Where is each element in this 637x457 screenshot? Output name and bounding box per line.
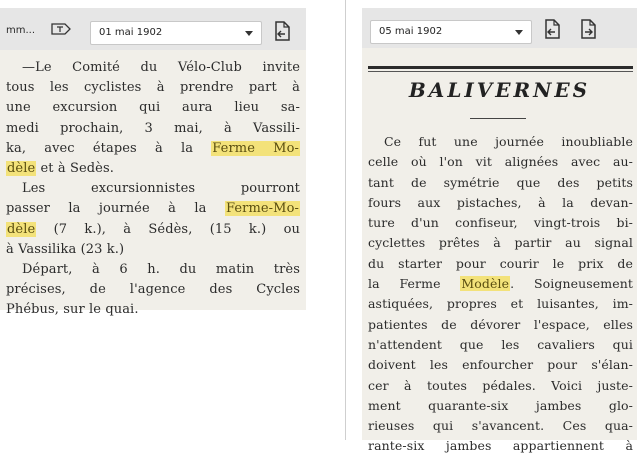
page-forward-icon[interactable] <box>578 18 598 40</box>
article-line <box>368 152 633 172</box>
article-line <box>368 274 633 294</box>
article-line <box>6 199 300 219</box>
search-highlight: Modèle <box>461 276 510 292</box>
page-back-icon[interactable] <box>542 18 562 40</box>
line-text: du starter pour courir le prix de <box>368 255 633 271</box>
date-select[interactable] <box>370 20 532 44</box>
article-line <box>6 300 300 320</box>
line-text: (7 k.), à Sédès, (15 k.) ou <box>36 221 300 237</box>
article-line <box>368 355 633 375</box>
newspaper-scan <box>0 50 306 318</box>
line-text: Phébus, sur le quai. <box>6 302 139 318</box>
article-line <box>6 280 300 300</box>
line-text: rieuses qui s'avancent. Ces qua- <box>368 418 633 434</box>
article-line <box>368 233 633 253</box>
chevron-down-icon <box>245 31 253 36</box>
column-rule <box>368 66 633 69</box>
line-text: cer à toutes pédales. Voici juste- <box>368 377 633 393</box>
article-line <box>368 132 633 152</box>
article-line <box>6 139 300 159</box>
line-text: ka, avec étapes à la <box>6 140 212 156</box>
article-line <box>6 58 300 78</box>
line-text: doivent les enfourcher pour s'élan- <box>368 357 633 373</box>
line-text: medi prochain, 3 mai, à Vassili- <box>6 120 300 136</box>
line-text: la Ferme <box>368 276 461 292</box>
line-text: passer la journée à la <box>6 201 225 217</box>
line-text: —Le Comité du Vélo-Club invite <box>22 60 300 75</box>
search-highlight: Ferme Mo- <box>212 140 299 156</box>
line-text: ment quarante-six jambes glo- <box>368 397 633 413</box>
line-text: à Vassilika (23 k.) <box>6 241 125 257</box>
line-text: rante-six jambes appartiennent à <box>368 438 633 454</box>
article-line <box>368 396 633 416</box>
search-highlight: Ferme-Mo- <box>225 201 299 217</box>
article-line <box>368 315 633 335</box>
page-back-icon[interactable] <box>272 20 292 42</box>
panel-divider <box>345 0 346 440</box>
article-line <box>368 436 633 456</box>
article-line <box>368 213 633 233</box>
tag-icon[interactable] <box>50 22 72 36</box>
newspaper-scan <box>362 48 637 454</box>
line-text: celle où l'on vit alignées avec au- <box>368 154 633 170</box>
article-line <box>6 159 300 179</box>
article-text <box>368 132 633 457</box>
article-line <box>6 220 300 240</box>
date-select[interactable] <box>90 21 262 45</box>
line-text: Les excursionnistes pourront <box>22 181 300 197</box>
line-text: précises, de l'agence des Cycles <box>6 282 300 298</box>
article-text <box>6 58 302 320</box>
line-text: et à Sedès. <box>36 160 114 176</box>
right-viewer-panel <box>362 0 637 454</box>
line-text: tant de symétrie que des petits <box>368 174 633 190</box>
line-text: Départ, à 6 h. du matin très <box>22 261 300 277</box>
breadcrumb[interactable]: mm... <box>6 25 36 36</box>
article-line <box>6 98 300 118</box>
left-toolbar <box>0 8 306 50</box>
article-line <box>368 294 633 314</box>
line-text: astiquées, propres et luisantes, im- <box>368 296 633 312</box>
article-line <box>368 376 633 396</box>
article-line <box>368 193 633 213</box>
article-line <box>368 173 633 193</box>
column-rule-thin <box>368 71 633 72</box>
line-text: Ce fut une journée inoubliable <box>384 134 633 149</box>
article-line <box>6 260 300 280</box>
search-highlight: dèle <box>7 160 36 176</box>
line-text: fours aux pistaches, à la devan- <box>368 194 633 210</box>
article-heading: BALIVERNES <box>408 78 591 102</box>
heading-underline <box>470 118 526 119</box>
date-select-value: 01 mai 1902 <box>99 27 163 38</box>
article-line <box>6 179 300 199</box>
article-line <box>368 254 633 274</box>
article-line <box>368 335 633 355</box>
line-text: cyclettes prêtes à partir au signal <box>368 235 633 251</box>
article-line <box>368 416 633 436</box>
article-line <box>6 78 300 98</box>
line-text: . Soigneusement <box>510 276 633 292</box>
line-text: une excursion qui aura lieu sa- <box>6 100 300 116</box>
article-line <box>6 240 300 260</box>
line-text: patientes de dévorer l'espace, elles <box>368 316 633 332</box>
search-highlight: dèle <box>7 221 36 237</box>
left-viewer-panel <box>0 0 306 440</box>
chevron-down-icon <box>515 30 523 35</box>
article-line <box>6 119 300 139</box>
line-text: ture d'un confiseur, vingt-trois bi- <box>368 215 633 231</box>
line-text: tous les cyclistes à prendre part à <box>6 80 300 96</box>
date-select-value: 05 mai 1902 <box>379 26 443 37</box>
line-text: n'attendent que les cavaliers qui <box>368 336 633 352</box>
right-toolbar <box>362 8 637 48</box>
